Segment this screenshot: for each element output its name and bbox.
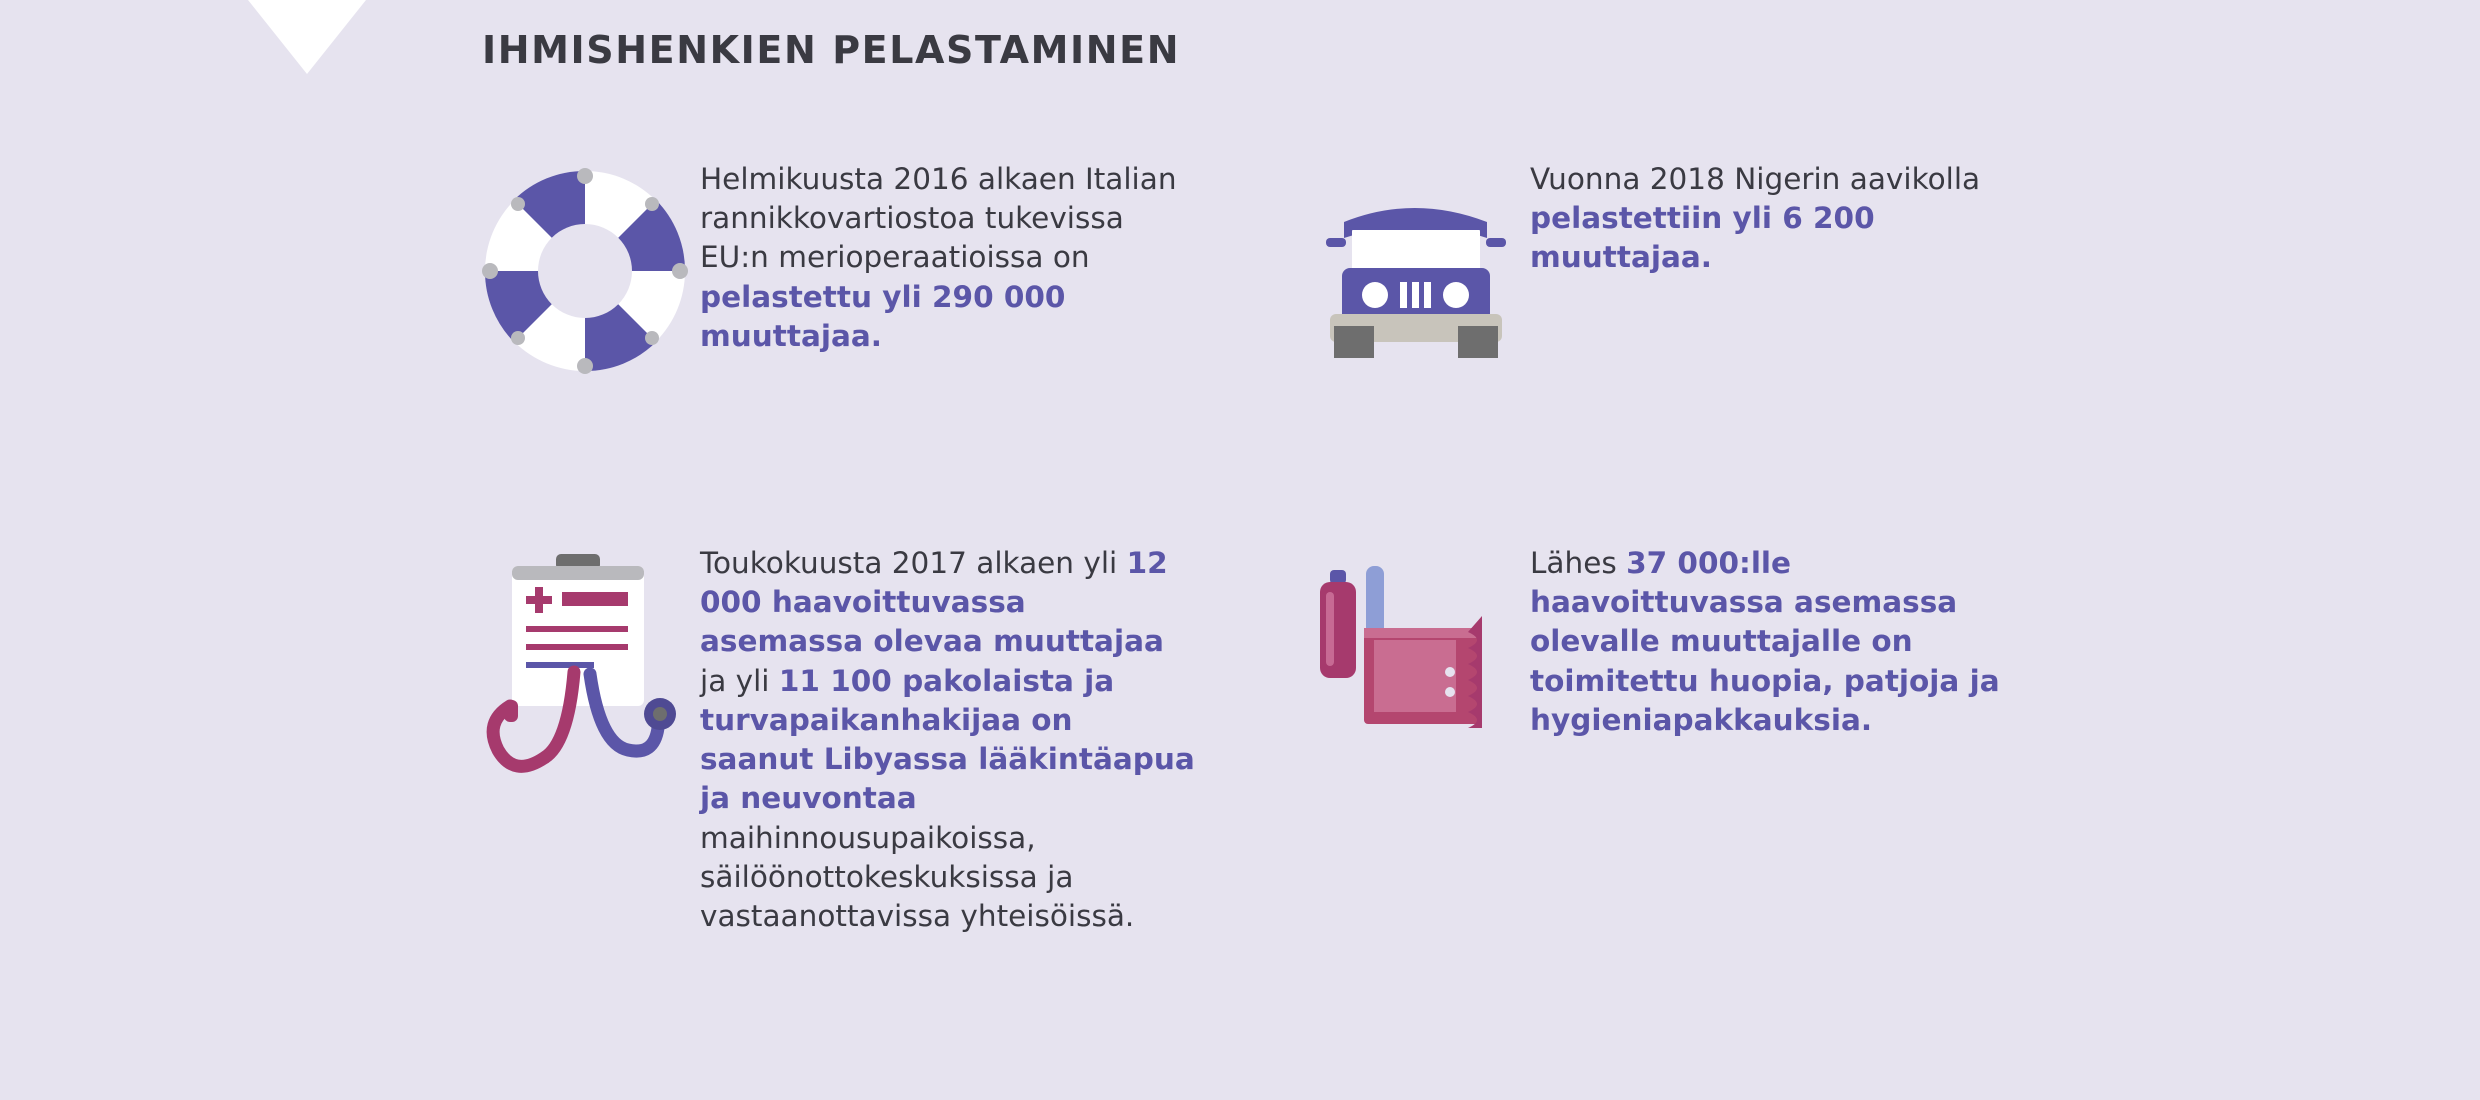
stat-highlight-number: 290 000 xyxy=(932,279,1066,314)
stats-grid xyxy=(470,160,2170,936)
clipboard-stethoscope-icon xyxy=(470,544,700,818)
page-title: IHMISHENKIEN PELASTAMINEN xyxy=(482,28,1181,72)
stat-item-relief-items xyxy=(1300,544,2130,763)
stat-highlight-number: 37 000 xyxy=(1626,546,1740,580)
stat-highlight-lead: pelastettiin yli xyxy=(1530,201,1783,236)
stat-item-rescued-at-sea xyxy=(470,160,1300,379)
decorative-notch xyxy=(248,0,366,74)
stat-highlight-tail: muuttajaa. xyxy=(1530,240,1712,275)
stat-highlight-number-2: 11 100 xyxy=(778,663,892,698)
stat-text-before: Toukokuusta 2017 alkaen yli xyxy=(700,546,1127,580)
stats-row xyxy=(470,160,2170,379)
stat-highlight-number-1: 12 000 xyxy=(700,546,1168,620)
stat-text-before: Lähes xyxy=(1530,546,1627,580)
stat-item-medical-assistance xyxy=(470,544,1300,936)
stat-highlight-lead: pelastettu yli xyxy=(700,279,933,314)
blanket-bottle-icon xyxy=(1300,544,1530,763)
stat-text-before: Helmikuusta 2016 alkaen Italian rannikkovartiostoa tukevissa EU:n merioperaatioissa on xyxy=(700,162,1177,275)
stats-row xyxy=(470,544,2170,936)
jeep-icon xyxy=(1300,160,1530,364)
stat-text-mid: ja yli xyxy=(700,663,779,698)
lifebuoy-icon xyxy=(470,160,700,379)
stat-text xyxy=(700,544,1195,936)
stat-item-desert-rescue xyxy=(1300,160,2130,364)
stat-highlight-mid-2: pakolaista ja turvapaikanhakijaa on saanut Libyassa lääkintäapua ja neuvontaa xyxy=(700,663,1195,816)
stat-highlight-number: 6 200 xyxy=(1782,201,1875,236)
stat-highlight-mid-1: haavoittuvassa asemassa olevaa muuttajaa xyxy=(700,585,1164,659)
stat-highlight-tail: muuttajaa. xyxy=(700,318,882,353)
stat-highlight-tail: :lle haavoittuvassa asemassa olevalle muuttajalle on toimitettu huopia, patjoja ja hygieniapakkauksia. xyxy=(1530,546,2000,737)
stat-text-after: maihinnousupaikoissa, säilöönottokeskuksissa ja vastaanottavissa yhteisöissä. xyxy=(700,820,1135,934)
stat-text xyxy=(1530,544,2030,740)
stat-text xyxy=(700,160,1200,356)
stat-text-before: Vuonna 2018 Nigerin aavikolla xyxy=(1530,162,1981,196)
stat-text xyxy=(1530,160,2030,278)
